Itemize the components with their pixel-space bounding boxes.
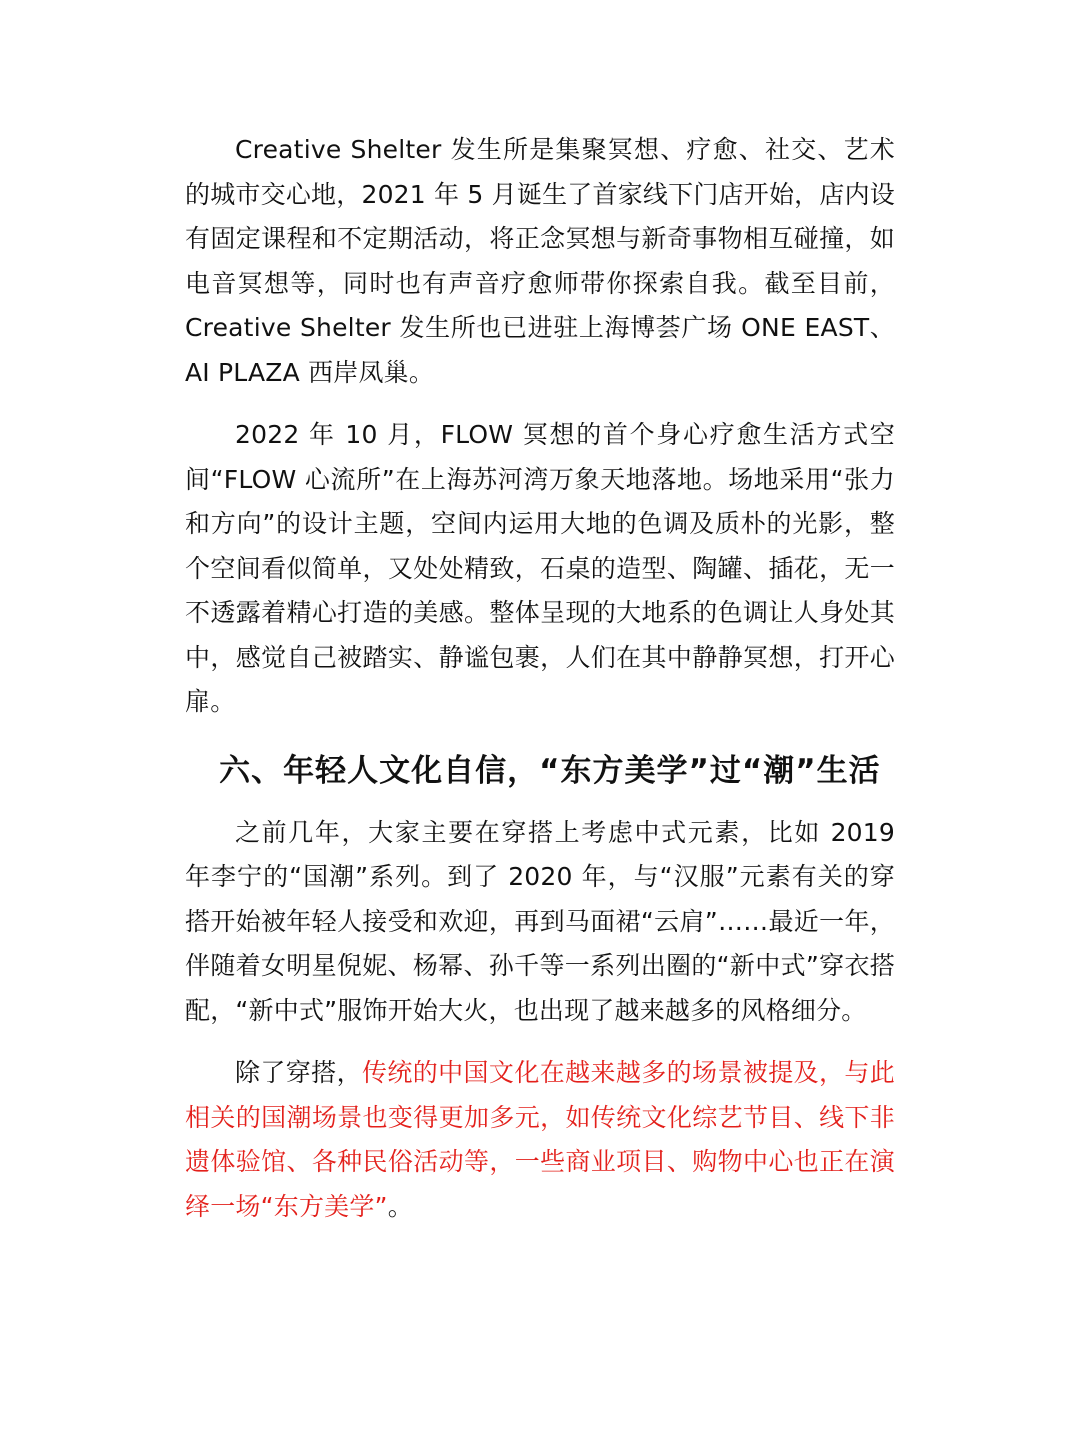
paragraph-new-chinese-style: 之前几年，大家主要在穿搭上考虑中式元素，比如 2019 年李宁的“国潮”系列。到了 2020 年，与“汉服”元素有关的穿搭开始被年轻人接受和欢迎，再到马面裙“云肩”……最近一年，伴随着女明星倪妮、杨幂、孙千等一系列出圈的“新中式”穿衣搭配，“新中式”服饰开始大火，也出现了越来越多的风格细分。 [185, 817, 895, 1025]
paragraph-flow-space: 2022 年 10 月，FLOW 冥想的首个身心疗愈生活方式空间“FLOW 心流所”在上海苏河湾万象天地落地。场地采用“张力和方向”的设计主题，空间内运用大地的色调及质朴的光影，整个空间看似简单，又处处精致，石桌的造型、陶罐、插花，无一不透露着精心打造的美感。整体呈现的大地系的色调让人身处其中，感觉自己被踏实、静谧包裹，人们在其中静静冥想，打开心扉。 [185, 420, 895, 716]
section-heading: 六、年轻人文化自信，“东方美学”过“潮”生活 [219, 752, 881, 789]
paragraph-oriental-aesthetics [185, 1051, 895, 1229]
document-body [185, 128, 895, 1247]
paragraph-creative-shelter: Creative Shelter 发生所是集聚冥想、疗愈、社交、艺术的城市交心地，2021 年 5 月诞生了首家线下门店开始，店内设有固定课程和不定期活动，将正念冥想与新奇事物相互碰撞，如电音冥想等，同时也有声音疗愈师带你探索自我。截至目前，Creative Shelter 发生所也已进驻上海博荟广场 ONE EAST、AI PLAZA 西岸凤巢。 [185, 135, 895, 387]
paragraph-end-punctuation: 。 [387, 1191, 413, 1221]
highlighted-text: 传统的中国文化在越来越多的场景被提及，与此相关的国潮场景也变得更加多元，如传统文化综艺节目、线下非遗体验馆、各种民俗活动等，一些商业项目、购物中心也正在演绎一场“东方美学” [185, 1058, 895, 1221]
paragraph-plain-text: 除了穿搭， [235, 1058, 362, 1087]
